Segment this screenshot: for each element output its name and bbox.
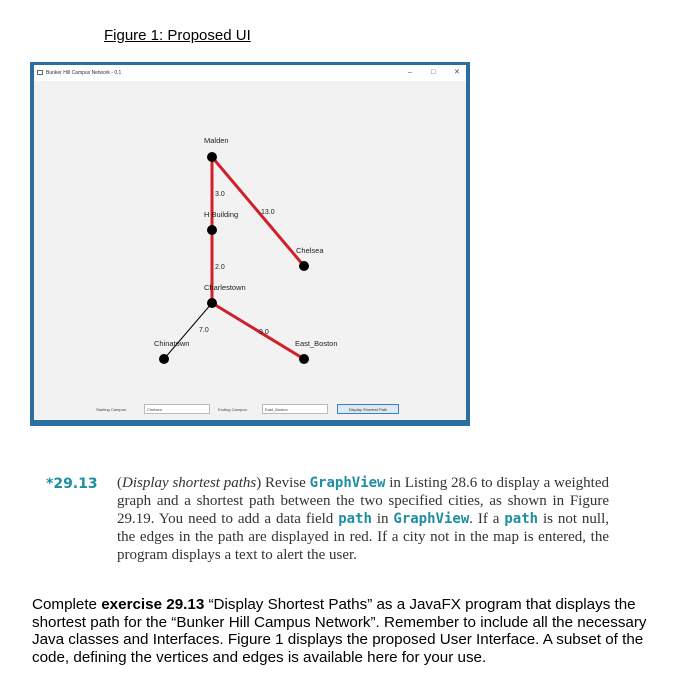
vertex-label-east-boston: East_Boston <box>295 339 338 348</box>
edge-weight-h-building-charlestown: 2.0 <box>215 264 225 271</box>
vertex-east-boston <box>299 354 309 364</box>
ending-campus-input[interactable] <box>262 404 328 414</box>
exercise-number: *29.13 <box>46 476 98 492</box>
graph-canvas <box>34 81 466 401</box>
ending-campus-label: Ending Campus: <box>218 407 248 412</box>
minimize-icon[interactable]: – <box>408 69 412 76</box>
vertex-malden <box>207 152 217 162</box>
vertex-h-building <box>207 225 217 235</box>
vertex-charlestown <box>207 298 217 308</box>
vertex-label-chinatown: Chinatown <box>154 339 190 348</box>
assignment-instructions: Complete exercise 29.13 “Display Shortest Paths” as a JavaFX program that displays the shortest path for the “Bunker Hill Campus Network”. Remember to include all the necessary Java classes and Interfaces. Figure 1 displays the proposed User Interface. A subset of the code, defining the vertices and edges is available here for your use. <box>32 596 647 666</box>
starting-campus-label: Starting Campus: <box>96 407 127 412</box>
edge-weight-charlestown-chinatown: 7.0 <box>199 327 209 334</box>
edge-weight-malden-h-building: 3.0 <box>215 191 225 198</box>
vertex-chinatown <box>159 354 169 364</box>
figure-caption: Figure 1: Proposed UI <box>104 27 251 44</box>
vertex-chelsea <box>299 261 309 271</box>
display-shortest-path-button[interactable]: Display Shortest Path <box>337 404 399 414</box>
vertex-label-chelsea: Chelsea <box>296 246 324 255</box>
window-title: Bunker Hill Campus Network - 0.1 <box>46 70 122 76</box>
path-controls <box>34 403 466 417</box>
vertex-label-h-building: H Building <box>204 210 239 219</box>
edge-weight-malden-chelsea: 13.0 <box>261 209 275 216</box>
app-icon <box>37 70 43 75</box>
maximize-icon[interactable]: □ <box>431 69 436 76</box>
window-title-bar <box>34 65 466 81</box>
vertex-label-charlestown: Charlestown <box>204 283 246 292</box>
window-content <box>34 81 466 420</box>
edge-charlestown-east-boston <box>212 303 304 359</box>
starting-campus-input[interactable] <box>144 404 210 414</box>
edge-weight-charlestown-east-boston: 9.0 <box>259 329 269 336</box>
vertex-label-malden: Malden <box>204 136 229 145</box>
exercise-text: (Display shortest paths) Revise GraphView in Listing 28.6 to display a weighted graph and a shortest path between the two specified cities, as shown in Figure 29.19. You need to add a data field path in GraphView. If a path is not null, the edges in the path are displayed in red. If a city not in the map is entered, the program displays a text to alert the user. <box>117 475 610 563</box>
app-window <box>30 62 470 426</box>
close-icon[interactable]: ✕ <box>454 69 460 76</box>
